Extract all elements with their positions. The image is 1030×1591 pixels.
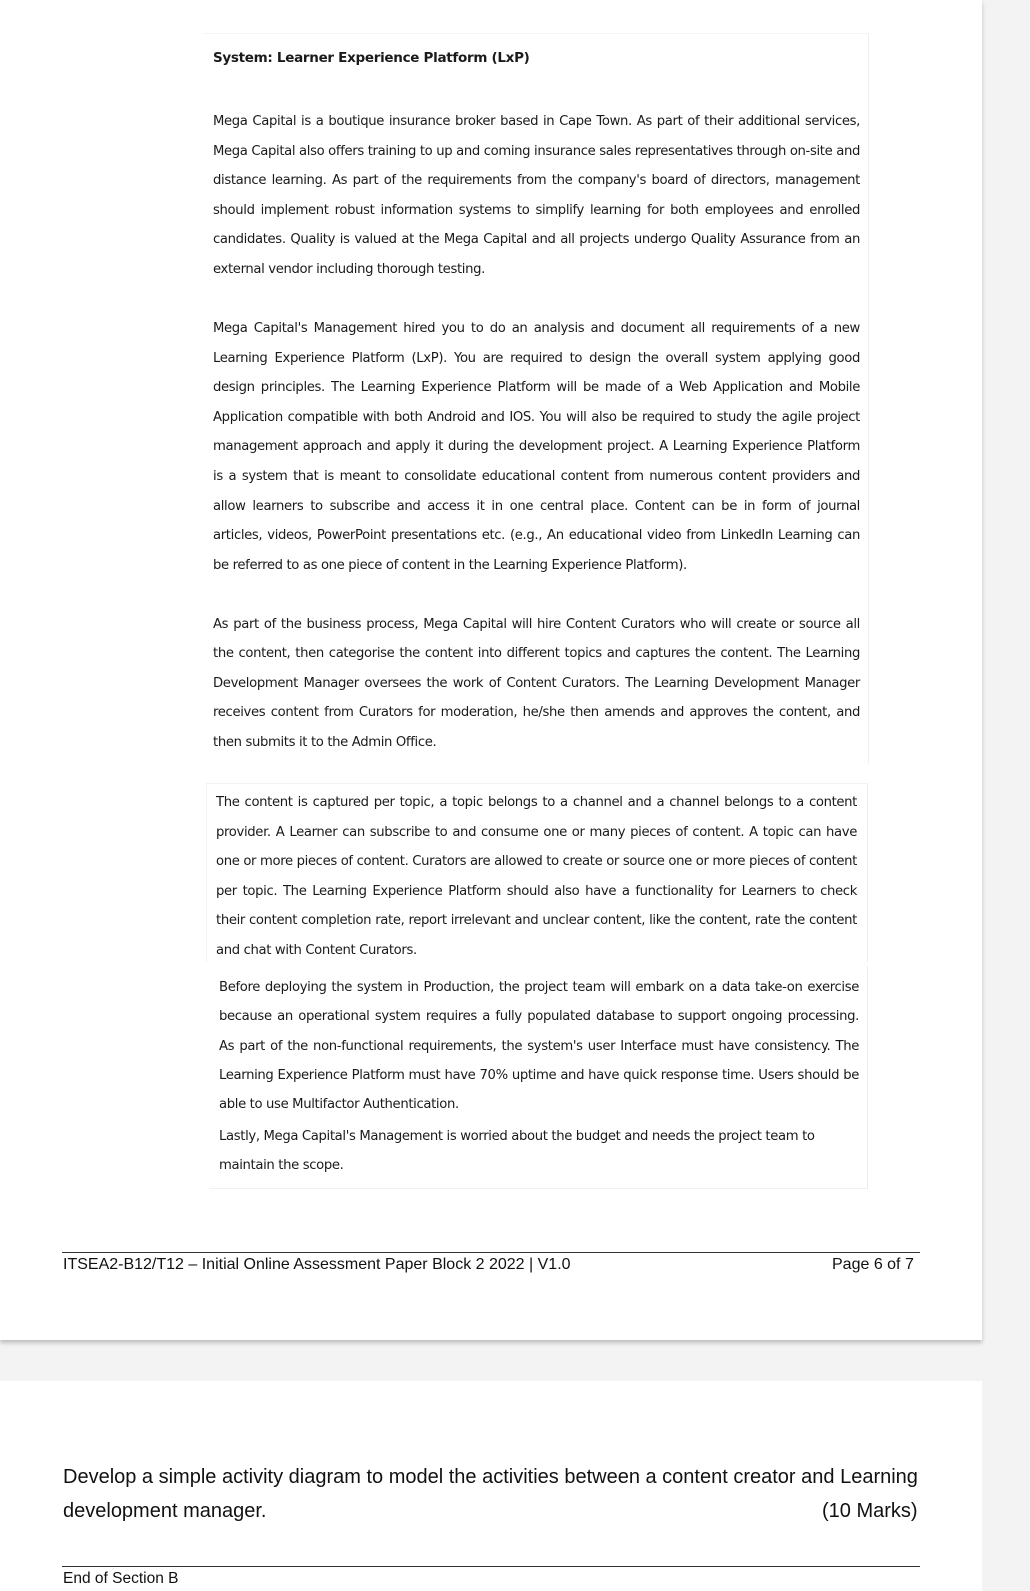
end-of-section-label: End of Section B <box>63 1570 179 1587</box>
section-end-divider <box>62 1566 920 1567</box>
footer-page-number: Page 6 of 7 <box>832 1256 914 1273</box>
paragraph-content-structure: The content is captured per topic, a topic belongs to a channel and a channel belongs to a content provider. A Learner can subscribe to and consume one or many pieces of content. A topic can have one or more pieces of content. Curators are allowed to create or source one or more pieces of content per topic. The Learning Experience Platform should also have a functionality for Learners to check their content completion rate, report irrelevant and unclear content, like the content, rate the content and chat with Content Curators. <box>216 795 857 958</box>
footer-divider <box>62 1252 920 1253</box>
system-title: System: Learner Experience Platform (LxP) <box>213 50 530 66</box>
footer-document-code: ITSEA2-B12/T12 – Initial Online Assessment Paper Block 2 2022 | V1.0 <box>63 1256 571 1273</box>
question-text: Develop a simple activity diagram to model the activities between a content creator and Learning development manager. <box>63 1466 918 1522</box>
paragraph-non-functional: Before deploying the system in Production, the project team will embark on a data take-on exercise because an operational system requires a fully populated database to support ongoing processing. As part of the non-functional requirements, the system's user Interface must have consistency. The Learning Experience Platform must have 70% uptime and have quick response time. Users should be able to use Multifactor Authentication. <box>219 980 859 1113</box>
viewer-background <box>982 0 1030 1591</box>
paragraph-business-process: As part of the business process, Mega Capital will hire Content Curators who will create or source all the content, then categorise the content into different topics and captures the content. The Learning Development Manager oversees the work of Content Curators. The Learning Development Manager receives content from Curators for moderation, he/she then amends and approves the content, and then submits it to the Admin Office. <box>213 617 860 750</box>
paragraph-lxp-requirements: Mega Capital's Management hired you to do an analysis and document all requirements of a new Learning Experience Platform (LxP). You are required to design the overall system applying good design principles. The Learning Experience Platform will be made of a Web Application and Mobile Application compatible with both Android and IOS. You will also be required to study the agile project management approach and apply it during the development project. A Learning Experience Platform is a system that is meant to consolidate educational content from numerous content providers and allow learners to subscribe and access it in one central place. Content can be in form of journal articles, videos, PowerPoint presentations etc. (e.g., An educational video from LinkedIn Learning can be referred to as one piece of content in the Learning Experience Platform). <box>213 321 860 573</box>
paragraph-budget-scope: Lastly, Mega Capital's Management is worried about the budget and needs the project team to maintain the scope. <box>219 1129 815 1174</box>
paragraph-company-intro: Mega Capital is a boutique insurance broker based in Cape Town. As part of their additional services, Mega Capital also offers training to up and coming insurance sales representatives through on-site and distance learning. As part of the requirements from the company's board of directors, management should implement robust information systems to simplify learning for both employees and enrolled candidates. Quality is valued at the Mega Capital and all projects undergo Quality Assurance from an external vendor including thorough testing. <box>213 114 860 277</box>
question-marks: (10 Marks) <box>822 1500 918 1522</box>
